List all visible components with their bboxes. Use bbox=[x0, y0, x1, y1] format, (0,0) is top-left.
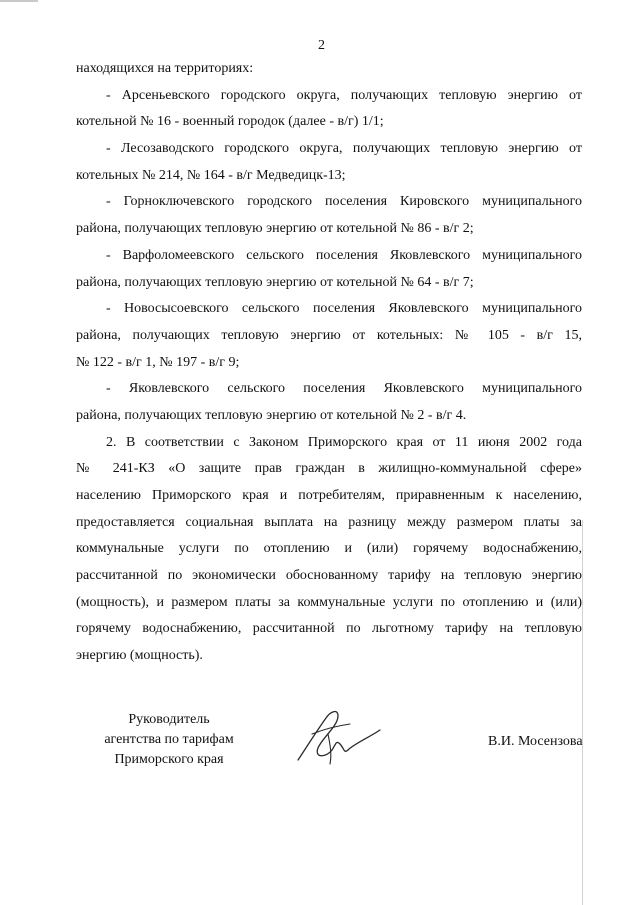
text-line: котельной № 16 - военный городок (далее - в/г) 1/1; bbox=[76, 114, 384, 130]
text-line: котельных № 214, № 164 - в/г Медведицк-13; bbox=[76, 167, 346, 183]
page-number: 2 bbox=[318, 38, 325, 53]
text-line: района, получающих тепловую энергию от котельной № 86 - в/г 2; bbox=[76, 221, 474, 237]
scan-edge-line bbox=[582, 520, 583, 905]
text-line: предоставляется социальная выплата на разницу между размером платы за bbox=[76, 514, 582, 530]
text-line: рассчитанной по экономически обоснованному тарифу на тепловую энергию bbox=[76, 568, 582, 584]
text-line: № 122 - в/г 1, № 197 - в/г 9; bbox=[76, 354, 240, 370]
text-line: 2. В соответствии с Законом Приморского края от 11 июня 2002 года bbox=[106, 434, 582, 450]
text-line: - Новосысоевского сельского поселения Яковлевского муниципального bbox=[106, 301, 582, 317]
scan-edge-mark bbox=[0, 0, 38, 2]
text-line: - Горноключевского городского поселения Кировского муниципального bbox=[106, 194, 582, 210]
document-body bbox=[76, 56, 582, 670]
signatory-title bbox=[84, 710, 254, 770]
signatory-title-line: Руководитель bbox=[128, 712, 210, 727]
text-line: № 241-КЗ «О защите прав граждан в жилищно-коммунальной сфере» bbox=[76, 461, 582, 477]
text-line: - Яковлевского сельского поселения Яковлевского муниципального bbox=[106, 381, 582, 397]
signatory-name: В.И. Мосензова bbox=[488, 734, 583, 749]
text-line: - Арсеньевского городского округа, получающих тепловую энергию от bbox=[106, 87, 582, 103]
text-line: горячему водоснабжению, рассчитанной по льготному тарифу на тепловую bbox=[76, 621, 582, 637]
text-line: - Варфоломеевского сельского поселения Яковлевского муниципального bbox=[106, 247, 582, 263]
signatory-title-line: агентства по тарифам bbox=[104, 732, 234, 747]
text-line: энергию (мощность). bbox=[76, 648, 203, 664]
text-line: коммунальные услуги по отоплению и (или) горячему водоснабжению, bbox=[76, 541, 582, 557]
text-line: (мощность), и размером платы за коммунальные услуги по отоплению и (или) bbox=[76, 594, 582, 610]
text-line: находящихся на территориях: bbox=[76, 61, 254, 76]
text-line: района, получающих тепловую энергию от котельных: № 105 - в/г 15, bbox=[76, 327, 582, 343]
text-line: - Лесозаводского городского округа, получающих тепловую энергию от bbox=[106, 141, 582, 157]
text-line: района, получающих тепловую энергию от котельной № 2 - в/г 4. bbox=[76, 407, 467, 423]
text-line: населению Приморского края и потребителям, приравненным к населению, bbox=[76, 488, 582, 503]
handwritten-signature bbox=[292, 704, 382, 768]
signatory-title-line: Приморского края bbox=[114, 752, 224, 767]
text-line: района, получающих тепловую энергию от котельной № 64 - в/г 7; bbox=[76, 274, 474, 290]
